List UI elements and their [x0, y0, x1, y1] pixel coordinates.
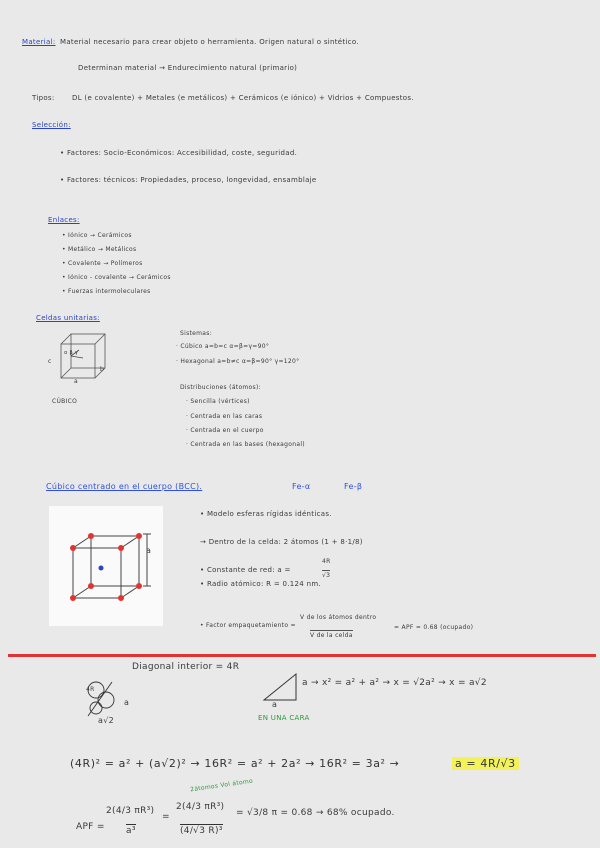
tipos-label: Tipos:: [32, 94, 55, 102]
sketch-label-4r: 4R: [86, 686, 95, 693]
bcc-constante-num: 4R: [322, 558, 331, 565]
lattice-constant-result: a = 4R/√3: [452, 757, 519, 770]
enlace-item: • Fuerzas intermoleculares: [62, 288, 151, 295]
apf-result: = √3/8 π = 0.68 → 68% ocupado.: [236, 808, 395, 818]
cube-label-b: b: [100, 366, 105, 373]
cube-label-c: c: [48, 358, 52, 365]
enlace-item: • Covalente → Polímeros: [62, 260, 143, 267]
bcc-heading: Cúbico centrado en el cuerpo (BCC).: [46, 482, 203, 491]
enlaces-heading: Enlaces:: [48, 216, 80, 224]
bcc-constante-den: √3: [322, 572, 331, 579]
unit-cell-sketch: [55, 330, 115, 385]
diagonal-text: Diagonal interior = 4R: [132, 662, 240, 672]
distribuciones-heading: Distribuciones (átomos):: [180, 384, 261, 391]
apf-numerator-2: 2(4/3 πR³): [176, 802, 225, 812]
apf-label: APF =: [76, 822, 105, 832]
enlace-item: • Metálico → Metálicos: [62, 246, 137, 253]
pythagoras-equation: a → x² = a² + a² → x = √2a² → x = a√2: [302, 678, 487, 688]
triangle-label-a-bottom: a: [272, 700, 278, 709]
enlace-item: • Iónico → Cerámicos: [62, 232, 132, 239]
bcc-cube: [49, 506, 163, 626]
apf-equals: =: [162, 812, 170, 822]
cube-label-angles: α β γ: [64, 350, 79, 356]
sketch-label-a: a: [124, 698, 130, 707]
bcc-factor-num: V de los átomos dentro: [300, 614, 377, 621]
bcc-factor-result: = APF = 0.68 (ocupado): [394, 624, 474, 631]
section-divider: [8, 654, 596, 657]
tipos-text: DL (e covalente) + Metales (e metálicos) + Cerámicos (e iónico) + Vidrios + Compuestos.: [72, 94, 414, 102]
cube-label-a: a: [74, 378, 78, 385]
fe-alpha-label: Fe-α: [292, 482, 311, 491]
celdas-heading: Celdas unitarias:: [36, 314, 100, 322]
bcc-label-a: a: [146, 546, 152, 555]
en-una-cara-note: EN UNA CARA: [258, 714, 310, 722]
distribucion-item: · Sencilla (vértices): [186, 398, 250, 405]
material-text: Material necesario para crear objeto o herramienta. Origen natural o sintético.: [60, 38, 359, 46]
apf-denominator-2: (4/√3 R)³: [180, 826, 223, 836]
sistemas-heading: Sistemas:: [180, 330, 213, 337]
material-heading: Material:: [22, 38, 56, 46]
distribucion-item: · Centrada en el cuerpo: [186, 427, 264, 434]
triangle-sketch: [262, 670, 302, 704]
sketch-label-a-root2: a√2: [98, 716, 114, 725]
fe-beta-label: Fe-β: [344, 482, 363, 491]
bcc-modelo: • Modelo esferas rígidas idénticas.: [200, 510, 332, 518]
seleccion-factor-1: • Factores: Socio-Económicos: Accesibilidad, coste, seguridad.: [60, 149, 298, 157]
cube-caption: CÚBICO: [52, 398, 78, 405]
main-equation: (4R)² = a² + (a√2)² → 16R² = a² + 2a² → 16R² = 3a² →: [70, 757, 400, 770]
bcc-factor-label: • Factor empaquetamiento =: [200, 622, 296, 629]
bcc-dentro: → Dentro de la celda: 2 átomos (1 + 8·1/8): [200, 538, 363, 546]
atoms-volume-note: 2átomos Vol átomo: [189, 777, 254, 794]
bcc-factor-den: V de la celda: [310, 632, 353, 639]
sistema-cubico: · Cúbico a=b=c α=β=γ=90°: [176, 343, 270, 350]
distribucion-item: · Centrada en las caras: [186, 413, 263, 420]
bcc-constante-label: • Constante de red: a =: [200, 566, 291, 574]
sistema-hexagonal: · Hexagonal a=b≠c α=β=90° γ=120°: [176, 358, 300, 365]
seleccion-heading: Selección:: [32, 121, 71, 129]
seleccion-factor-2: • Factores: técnicos: Propiedades, proceso, longevidad, ensamblaje: [60, 176, 317, 184]
bcc-radio: • Radio atómico: R = 0.124 nm.: [200, 580, 321, 588]
materials-line: Determinan material → Endurecimiento natural (primario): [78, 64, 298, 72]
distribucion-item: · Centrada en las bases (hexagonal): [186, 441, 305, 448]
enlace-item: • Iónico - covalente → Cerámicos: [62, 274, 171, 281]
apf-denominator-1: a³: [126, 826, 136, 836]
apf-numerator-1: 2(4/3 πR³): [106, 806, 155, 816]
